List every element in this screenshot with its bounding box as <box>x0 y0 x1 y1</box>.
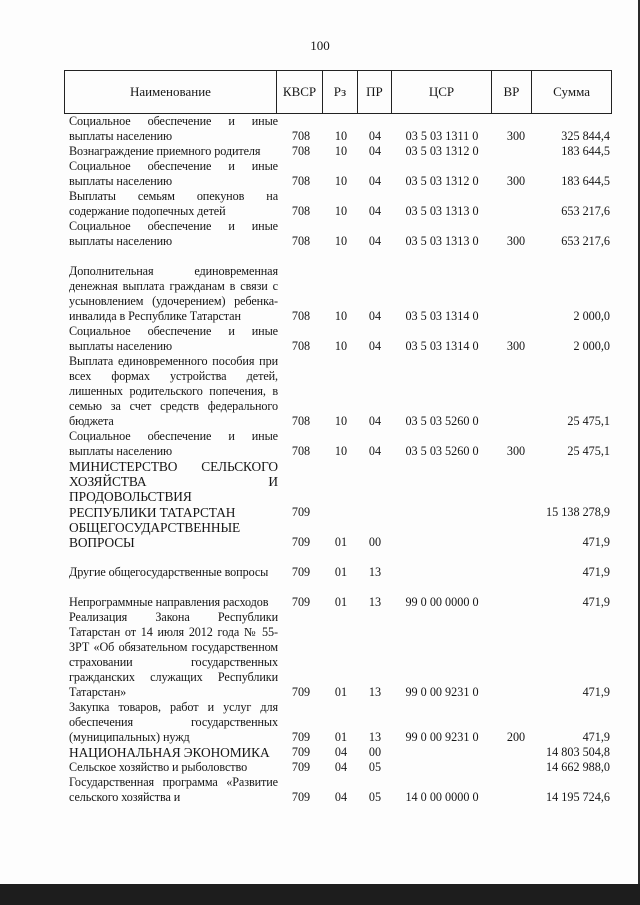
row-rz: 10 <box>334 204 348 218</box>
row-name: Выплаты семьям опекунов на содержание подопечных детей <box>69 189 278 218</box>
row-rz: 04 <box>334 745 348 760</box>
row-rz: 10 <box>334 444 348 458</box>
row-csr: 03 5 03 1313 0 <box>405 204 479 218</box>
page-number: 100 <box>310 38 330 53</box>
row-name: Государственная программа «Развитие сельского хозяйства и <box>69 775 278 805</box>
table-row <box>64 324 612 354</box>
row-rz: 10 <box>334 309 348 323</box>
row-kvsr: 709 <box>291 730 311 745</box>
row-kvsr: 708 <box>291 444 311 458</box>
row-kvsr: 708 <box>291 174 311 188</box>
row-name: Социальное обеспечение и иные выплаты населению <box>69 429 278 458</box>
row-sum: 471,9 <box>582 565 610 580</box>
row-name: МИНИСТЕРСТВО СЕЛЬСКОГО ХОЗЯЙСТВА И ПРОДОВОЛЬСТВИЯ РЕСПУБЛИКИ ТАТАРСТАН <box>69 458 278 520</box>
row-vr: 300 <box>506 174 526 188</box>
table-row <box>64 354 612 429</box>
row-sum: 15 138 278,9 <box>546 504 610 519</box>
row-rz: 01 <box>334 730 348 745</box>
row-sum: 2 000,0 <box>573 339 610 353</box>
row-kvsr: 709 <box>291 504 311 519</box>
header-csr: ЦСР <box>392 71 492 113</box>
row-sum: 14 195 724,6 <box>546 790 610 805</box>
table-body <box>64 114 612 805</box>
row-sum: 14 662 988,0 <box>546 760 610 775</box>
row-kvsr: 708 <box>291 144 311 158</box>
row-vr: 300 <box>506 234 526 248</box>
table-row <box>64 189 612 219</box>
row-sum: 471,9 <box>582 535 610 550</box>
row-name: Выплата единовременного пособия при всех формах устройства детей, лишенных родительского попечения, в семью за счет средств федерального бюджета <box>69 354 278 428</box>
table-row <box>64 520 612 550</box>
row-pr: 04 <box>368 339 382 353</box>
row-sum: 25 475,1 <box>567 414 610 428</box>
row-pr: 13 <box>368 565 382 580</box>
table-row <box>64 760 612 775</box>
row-csr: 14 0 00 0000 0 <box>405 790 479 805</box>
row-name: Реализация Закона Республики Татарстан от 14 июля 2012 года № 55-ЗРТ «Об обязательном государственном страховании государственных гражданских служащих Республики Татарстан» <box>69 610 278 700</box>
row-kvsr: 709 <box>291 685 311 700</box>
row-rz: 10 <box>334 339 348 353</box>
scan-bottom-bar <box>0 884 640 905</box>
row-vr: 200 <box>506 730 526 745</box>
table-row <box>64 219 612 249</box>
row-sum: 2 000,0 <box>573 309 610 323</box>
row-pr: 04 <box>368 129 382 143</box>
row-pr: 04 <box>368 144 382 158</box>
table-row <box>64 459 612 520</box>
row-sum: 183 644,5 <box>561 144 610 158</box>
row-name: Закупка товаров, работ и услуг для обеспечения государственных (муниципальных) нужд <box>69 700 278 745</box>
table-row <box>64 429 612 459</box>
row-csr: 99 0 00 9231 0 <box>405 685 479 700</box>
row-sum: 183 644,5 <box>561 174 610 188</box>
header-vr: ВР <box>492 71 532 113</box>
row-sum: 653 217,6 <box>561 204 610 218</box>
row-name: ОБЩЕГОСУДАРСТВЕННЫЕ ВОПРОСЫ <box>69 519 241 550</box>
row-pr: 13 <box>368 730 382 745</box>
row-csr: 03 5 03 1314 0 <box>405 309 479 323</box>
row-sum: 14 803 504,8 <box>546 745 610 760</box>
row-csr: 03 5 03 1312 0 <box>405 144 479 158</box>
row-vr: 300 <box>506 129 526 143</box>
row-pr: 04 <box>368 234 382 248</box>
row-pr: 04 <box>368 204 382 218</box>
row-sum: 325 844,4 <box>561 129 610 143</box>
row-name: Социальное обеспечение и иные выплаты населению <box>69 114 278 143</box>
row-name: Сельское хозяйство и рыболовство <box>69 760 248 775</box>
row-csr: 03 5 03 1313 0 <box>405 234 479 248</box>
row-rz: 10 <box>334 129 348 143</box>
table-row <box>64 745 612 760</box>
row-sum: 25 475,1 <box>567 444 610 458</box>
row-rz: 01 <box>334 535 348 550</box>
row-name: Социальное обеспечение и иные выплаты населению <box>69 159 278 188</box>
table-row <box>64 610 612 700</box>
row-rz: 04 <box>334 790 348 805</box>
row-pr: 13 <box>368 595 382 610</box>
table-row <box>64 550 612 580</box>
row-pr: 04 <box>368 444 382 458</box>
row-name: НАЦИОНАЛЬНАЯ ЭКОНОМИКА <box>69 745 270 761</box>
table-row <box>64 144 612 159</box>
row-kvsr: 708 <box>291 414 311 428</box>
row-sum: 471,9 <box>582 685 610 700</box>
row-sum: 471,9 <box>582 730 610 745</box>
row-kvsr: 708 <box>291 204 311 218</box>
row-pr: 00 <box>368 745 382 760</box>
row-rz: 10 <box>334 414 348 428</box>
row-kvsr: 709 <box>291 745 311 760</box>
row-rz: 01 <box>334 685 348 700</box>
table-row <box>64 700 612 745</box>
row-csr: 03 5 03 1312 0 <box>405 174 479 188</box>
row-kvsr: 709 <box>291 535 311 550</box>
row-kvsr: 708 <box>291 234 311 248</box>
table-row <box>64 775 612 805</box>
row-kvsr: 708 <box>291 129 311 143</box>
table-row <box>64 249 612 324</box>
row-csr: 99 0 00 0000 0 <box>405 595 479 610</box>
row-kvsr: 708 <box>291 339 311 353</box>
table-row <box>64 159 612 189</box>
row-csr: 99 0 00 9231 0 <box>405 730 479 745</box>
row-name: Другие общегосударственные вопросы <box>69 565 269 580</box>
row-name: Дополнительная единовременная денежная выплата гражданам в связи с усыновлением (удочерением) ребенка-инвалида в Республике Татарстан <box>69 264 278 323</box>
row-pr: 00 <box>368 535 382 550</box>
row-pr: 13 <box>368 685 382 700</box>
row-pr: 05 <box>368 790 382 805</box>
row-pr: 04 <box>368 174 382 188</box>
header-pr: ПР <box>358 71 393 113</box>
table-row <box>64 114 612 144</box>
row-kvsr: 708 <box>291 309 311 323</box>
header-rz: Рз <box>323 71 358 113</box>
row-csr: 03 5 03 1314 0 <box>405 339 479 353</box>
row-pr: 04 <box>368 309 382 323</box>
row-vr: 300 <box>506 339 526 353</box>
row-csr: 03 5 03 5260 0 <box>405 414 479 428</box>
row-kvsr: 709 <box>291 565 311 580</box>
row-csr: 03 5 03 1311 0 <box>405 129 479 143</box>
row-rz: 04 <box>334 760 348 775</box>
row-name: Вознаграждение приемного родителя <box>69 144 261 158</box>
header-kvsr: КВСР <box>277 71 323 113</box>
header-name: Наименование <box>65 71 277 113</box>
row-kvsr: 709 <box>291 760 311 775</box>
table-row <box>64 580 612 610</box>
table-header <box>64 70 612 114</box>
row-rz: 10 <box>334 144 348 158</box>
row-csr: 03 5 03 5260 0 <box>405 444 479 458</box>
row-rz: 01 <box>334 595 348 610</box>
row-rz: 10 <box>334 234 348 248</box>
row-name: Непрограммные направления расходов <box>69 595 269 610</box>
row-rz: 01 <box>334 565 348 580</box>
row-vr: 300 <box>506 444 526 458</box>
row-name: Социальное обеспечение и иные выплаты населению <box>69 219 278 248</box>
row-kvsr: 709 <box>291 790 311 805</box>
row-rz: 10 <box>334 174 348 188</box>
row-pr: 04 <box>368 414 382 428</box>
row-kvsr: 709 <box>291 595 311 610</box>
row-pr: 05 <box>368 760 382 775</box>
row-sum: 471,9 <box>582 595 610 610</box>
header-sum: Сумма <box>553 84 590 99</box>
row-sum: 653 217,6 <box>561 234 610 248</box>
row-name: Социальное обеспечение и иные выплаты населению <box>69 324 278 353</box>
